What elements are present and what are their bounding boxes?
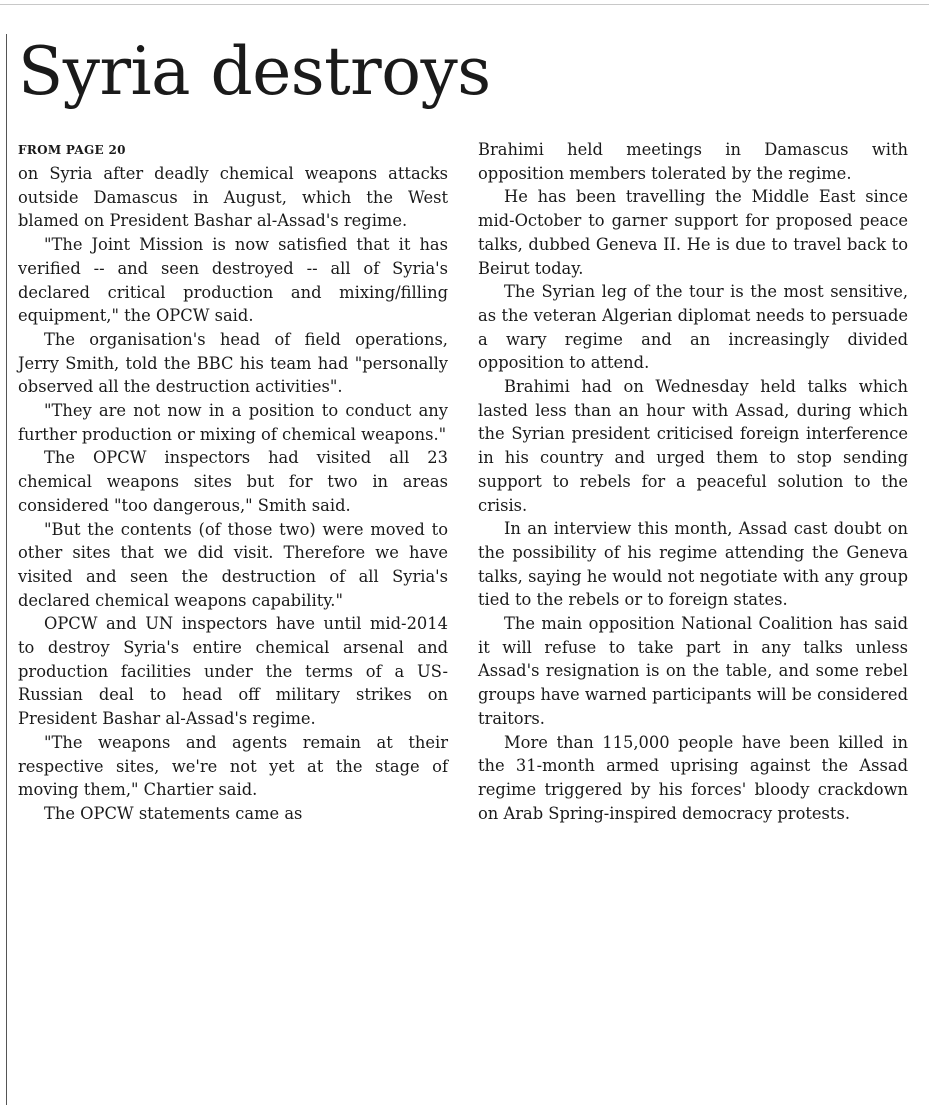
paragraph: More than 115,000 people have been killed in the 31-month armed uprising against the Assad regime triggered by his forces' bloody crackdown on Arab Spring-inspired democracy protests. [478,732,908,823]
paragraph: "But the contents (of those two) were moved to other sites that we did visit. Therefore we have visited and seen the destruction of all Syria's declared chemical weapons capability." [18,519,448,610]
headline: Syria destroys [18,33,491,110]
paragraph: The OPCW statements came as [44,803,303,823]
paragraph: OPCW and UN inspectors have until mid-2014 to destroy Syria's entire chemical arsenal and production facilities under the terms of a US-Russian deal to head off military strikes on President Bashar al-Assad's regime. [18,614,448,729]
paragraph: "They are not now in a position to conduct any further production or mixing of chemical weapons." [18,401,448,444]
left-column [18,138,448,826]
paragraph: In an interview this month, Assad cast doubt on the possibility of his regime attending the Geneva talks, saying he would not negotiate with any group tied to the rebels or to foreign states. [478,519,908,610]
paragraph: "The Joint Mission is now satisfied that it has verified -- and seen destroyed -- all of Syria's declared critical production and mixing/filling equipment," the OPCW said. [18,235,448,326]
paragraph: The main opposition National Coalition has said it will refuse to take part in any talks unless Assad's resignation is on the table, and some rebel groups have warned participants will be considered traitors. [478,614,908,728]
left-column-rule [6,34,7,1105]
paragraph: The organisation's head of field operations, Jerry Smith, told the BBC his team had "personally observed all the destruction activities". [18,329,448,397]
paragraph: He has been travelling the Middle East since mid-October to garner support for proposed peace talks, dubbed Geneva II. He is due to travel back to Beirut today. [478,187,908,278]
paragraph: The Syrian leg of the tour is the most sensitive, as the veteran Algerian diplomat needs to persuade a wary regime and an increasingly divided opposition to attend. [478,282,908,373]
paragraph: on Syria after deadly chemical weapons attacks outside Damascus in August, which the West blamed on President Bashar al-Assad's regime. [18,164,448,231]
right-column [478,138,908,825]
paragraph: The OPCW inspectors had visited all 23 chemical weapons sites but for two in areas considered "too dangerous," Smith said. [18,448,448,515]
top-divider [0,4,929,5]
continued-from-label: FROM PAGE 20 [18,143,126,157]
paragraph: Brahimi held meetings in Damascus with opposition members tolerated by the regime. [478,140,908,183]
paragraph: "The weapons and agents remain at their respective sites, we're not yet at the stage of moving them," Chartier said. [18,732,448,800]
paragraph: Brahimi had on Wednesday held talks which lasted less than an hour with Assad, during which the Syrian president criticised foreign interference in his country and urged them to stop sending support to rebels for a peaceful solution to the crisis. [478,377,908,515]
